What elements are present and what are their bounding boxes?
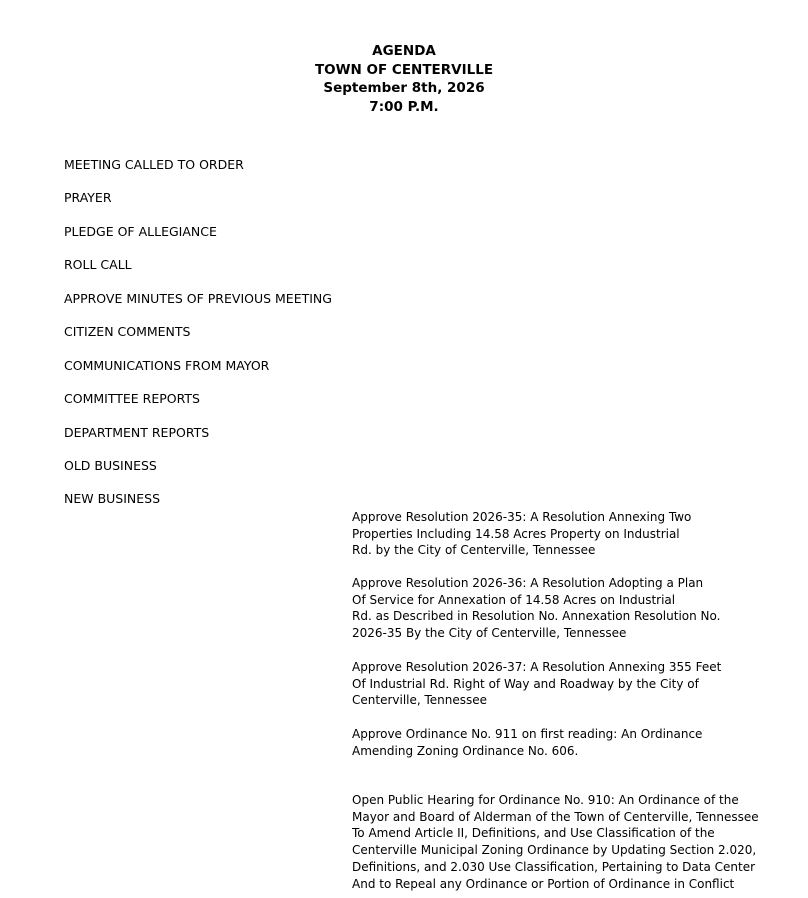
agenda-item-citizen-comments: CITIZEN COMMENTS	[64, 324, 191, 339]
agenda-item-prayer: PRAYER	[64, 190, 112, 205]
paragraph-line: Approve Resolution 2026-35: A Resolution Annexing Two	[352, 510, 692, 524]
meeting-date: September 8th, 2026	[323, 80, 485, 96]
agenda-title: AGENDA	[372, 43, 436, 59]
new-business-ordinance-911	[352, 726, 772, 759]
paragraph-line: Rd. as Described in Resolution No. Annexation Resolution No.	[352, 609, 721, 624]
new-business-resolution-2026-37	[352, 659, 772, 709]
paragraph-line: 2026-35 By the City of Centerville, Tennessee	[352, 626, 627, 641]
paragraph-line: Of Industrial Rd. Right of Way and Roadway by the City of	[352, 676, 699, 691]
agenda-item-old-business: OLD BUSINESS	[64, 458, 157, 473]
meeting-time: 7:00 P.M.	[369, 98, 439, 115]
agenda-item-new-business: NEW BUSINESS	[64, 491, 161, 506]
paragraph-line: Open Public Hearing for Ordinance No. 910: An Ordinance of the	[352, 793, 739, 807]
paragraph-line: To Amend Article II, Definitions, and Use Classification of the	[352, 826, 715, 841]
agenda-item-approve-minutes: APPROVE MINUTES OF PREVIOUS MEETING	[64, 291, 332, 306]
paragraph-line: Approve Ordinance No. 911 on first reading: An Ordinance	[352, 727, 703, 741]
agenda-item-roll-call: ROLL CALL	[64, 257, 132, 272]
new-business-resolution-2026-36	[352, 575, 772, 642]
agenda-item-committee-reports: COMMITTEE REPORTS	[64, 391, 200, 406]
agenda-item-department-reports: DEPARTMENT REPORTS	[64, 425, 210, 440]
paragraph-line: And to Repeal any Ordinance or Portion of Ordinance in Conflict	[352, 876, 735, 891]
paragraph-line: Centerville, Tennessee	[352, 693, 488, 708]
paragraph-line: Approve Resolution 2026-36: A Resolution Adopting a Plan	[352, 576, 704, 590]
paragraph-line: Rd. by the City of Centerville, Tennessee	[352, 543, 596, 558]
paragraph-line: Definitions, and 2.030 Use Classification, Pertaining to Data Center	[352, 859, 756, 874]
town-name: TOWN OF CENTERVILLE	[314, 61, 494, 78]
paragraph-line: Mayor and Board of Alderman of the Town of Centerville, Tennessee	[352, 809, 759, 824]
new-business-ordinance-910-hearing	[352, 792, 772, 892]
paragraph-line: Amending Zoning Ordinance No. 606.	[352, 743, 579, 758]
new-business-resolution-2026-35	[352, 509, 772, 559]
agenda-item-mayor-communications: COMMUNICATIONS FROM MAYOR	[64, 358, 270, 373]
agenda-header	[0, 42, 808, 116]
agenda-item-pledge: PLEDGE OF ALLEGIANCE	[64, 224, 217, 239]
paragraph-line: Properties Including 14.58 Acres Property on Industrial	[352, 526, 680, 541]
paragraph-line: Centerville Municipal Zoning Ordinance by Updating Section 2.020,	[352, 843, 757, 858]
agenda-item-call-to-order: MEETING CALLED TO ORDER	[64, 157, 244, 172]
paragraph-line: Of Service for Annexation of 14.58 Acres on Industrial	[352, 592, 676, 607]
paragraph-line: Approve Resolution 2026-37: A Resolution Annexing 355 Feet	[352, 660, 722, 674]
